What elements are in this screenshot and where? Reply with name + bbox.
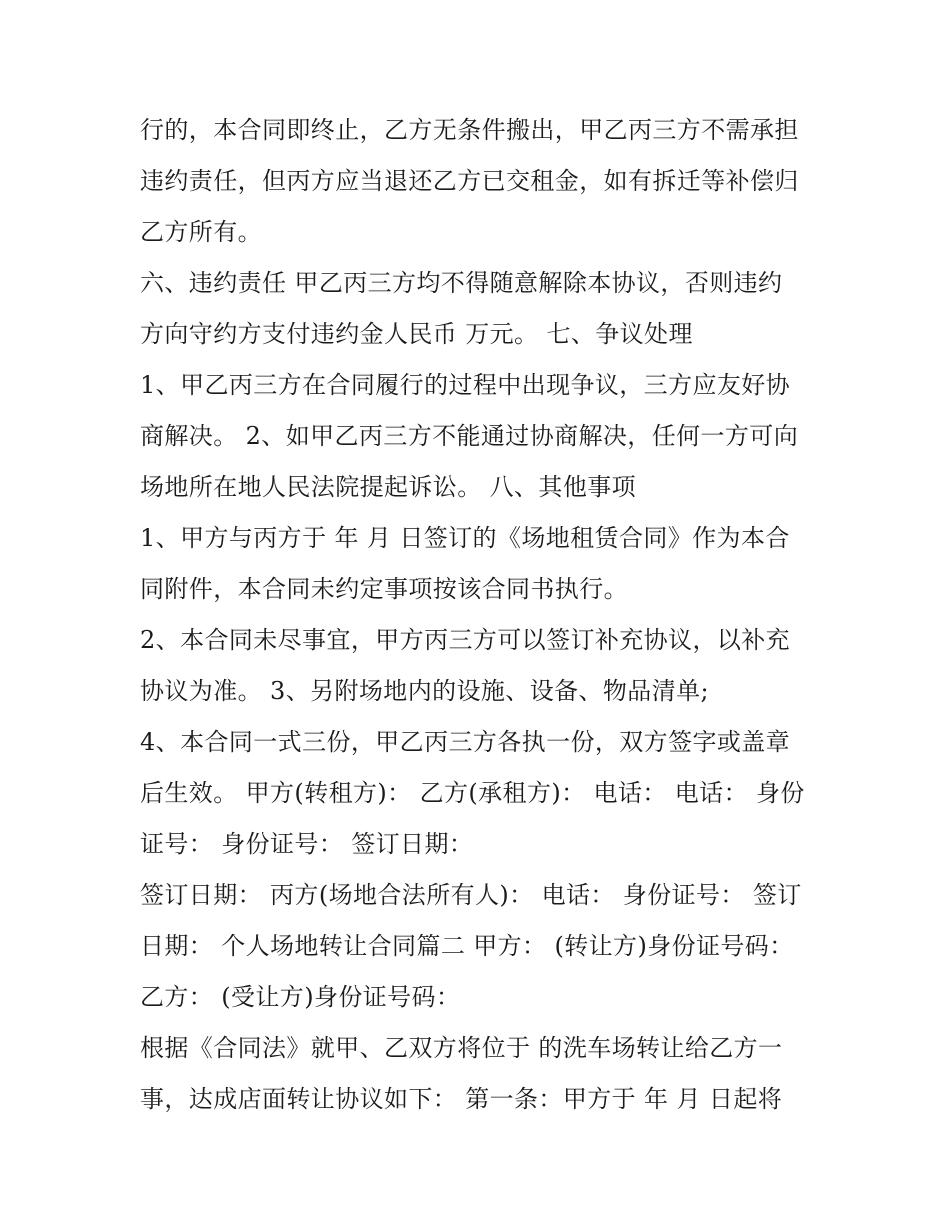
text-line: 六、违约责任 甲乙丙三方均不得随意解除本协议，否则违约 — [140, 269, 783, 297]
text-line: 根据《合同法》就甲、乙双方将位于 的洗车场转让给乙方一 — [140, 1034, 783, 1062]
text-line: 2、本合同未尽事宜，甲方丙三方可以签订补充协议，以补充 — [140, 626, 791, 654]
text-line: 场地所在地人民法院提起诉讼。 八、其他事项 — [140, 473, 637, 501]
text-line: 乙方所有。 — [140, 218, 262, 246]
text-line: 证号： 身份证号： 签订日期： — [140, 830, 474, 858]
text-line: 行的，本合同即终止，乙方无条件搬出，甲乙丙三方不需承担 — [140, 116, 799, 144]
text-line: 乙方： (受让方)身份证号码： — [140, 983, 461, 1011]
text-line: 方向守约方支付违约金人民币 万元。 七、争议处理 — [140, 320, 693, 348]
text-line: 后生效。 甲方(转租方)： 乙方(承租方)： 电话： 电话： 身份 — [140, 779, 805, 807]
text-line: 违约责任，但丙方应当退还乙方已交租金，如有拆迁等补偿归 — [140, 167, 799, 195]
text-line: 签订日期： 丙方(场地合法所有人)： 电话： 身份证号： 签订 — [140, 881, 802, 909]
text-line: 商解决。 2、如甲乙丙三方不能通过协商解决，任何一方可向 — [140, 422, 799, 450]
text-line: 1、甲乙丙三方在合同履行的过程中出现争议，三方应友好协 — [140, 371, 791, 399]
text-line: 日期： 个人场地转让合同篇二 甲方： (转让方)身份证号码： — [140, 932, 794, 960]
document-body — [140, 105, 820, 1125]
text-line: 协议为准。 3、另附场地内的设施、设备、物品清单; — [140, 677, 709, 705]
text-line: 同附件，本合同未约定事项按该合同书执行。 — [140, 575, 628, 603]
text-line: 1、甲方与丙方于 年 月 日签订的《场地租赁合同》作为本合 — [140, 524, 790, 552]
text-line: 4、本合同一式三份，甲乙丙三方各执一份，双方签字或盖章 — [140, 728, 791, 756]
text-line: 事，达成店面转让协议如下： 第一条：甲方于 年 月 日起将 — [140, 1085, 783, 1113]
